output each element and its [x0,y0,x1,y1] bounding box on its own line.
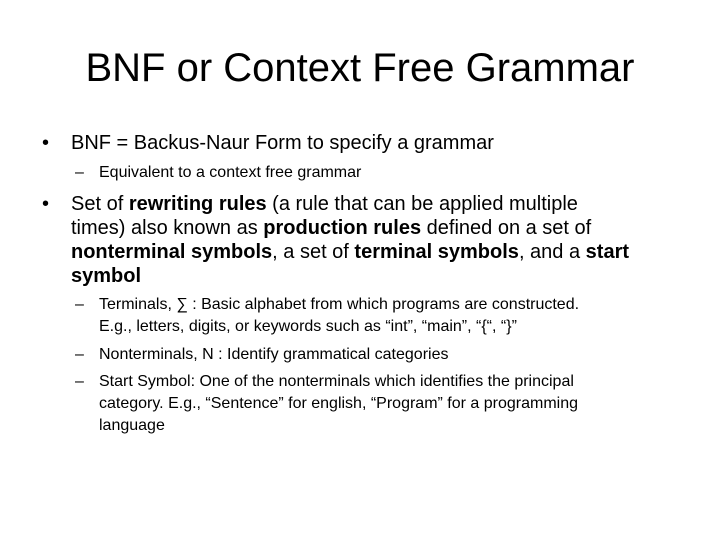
text-run: times) also known as [71,217,264,239]
sub-bullet-text [99,294,689,338]
text-run: Set of [71,193,129,215]
text-run: , and a [518,241,586,263]
bullet-line [71,192,691,216]
bullet-marker: • [42,132,50,154]
sub-bullet-line: E.g., letters, digits, or keywords such as “int”, “main”, “{“, “}” [99,318,517,335]
term-start: start [585,241,630,263]
sub-bullet-text: Equivalent to a context free grammar [99,164,362,181]
sub-bullet-line: Nonterminals, N : Identify grammatical categories [99,346,449,363]
bullet-text [71,192,691,288]
term-production-rules: production rules [263,217,422,239]
text-run: defined on a set of [421,217,592,239]
term-terminal-symbols: terminal symbols [354,241,519,263]
sub-bullet-marker: – [75,296,84,313]
bullet-line [71,216,691,240]
sub-bullet-line: language [99,417,165,434]
sub-bullet-line: category. E.g., “Sentence” for english, “Program” for a programming [99,395,579,412]
term-rewriting-rules: rewriting rules [128,193,267,215]
term-nonterminal-symbols: nonterminal symbols [71,241,273,263]
bullet-line [71,240,691,264]
bullet-line [71,264,691,288]
sub-bullet-marker: – [75,373,84,390]
bullet-text: BNF = Backus-Naur Form to specify a grammar [71,132,494,154]
text-run: (a rule that can be applied multiple [266,193,578,215]
term-symbol: symbol [71,265,142,287]
sub-bullet-marker: – [75,164,84,181]
sub-bullet-line: Start Symbol: One of the nonterminals which identifies the principal [99,373,574,390]
sub-bullet-text [99,344,689,366]
sub-bullet-line: Terminals, ∑ : Basic alphabet from which programs are constructed. [99,296,580,313]
slide-title: BNF or Context Free Grammar [85,46,635,90]
sub-bullet-text [99,371,689,437]
bullet-marker: • [42,193,50,215]
text-run: , a set of [272,241,355,263]
sub-bullet-marker: – [75,346,84,363]
